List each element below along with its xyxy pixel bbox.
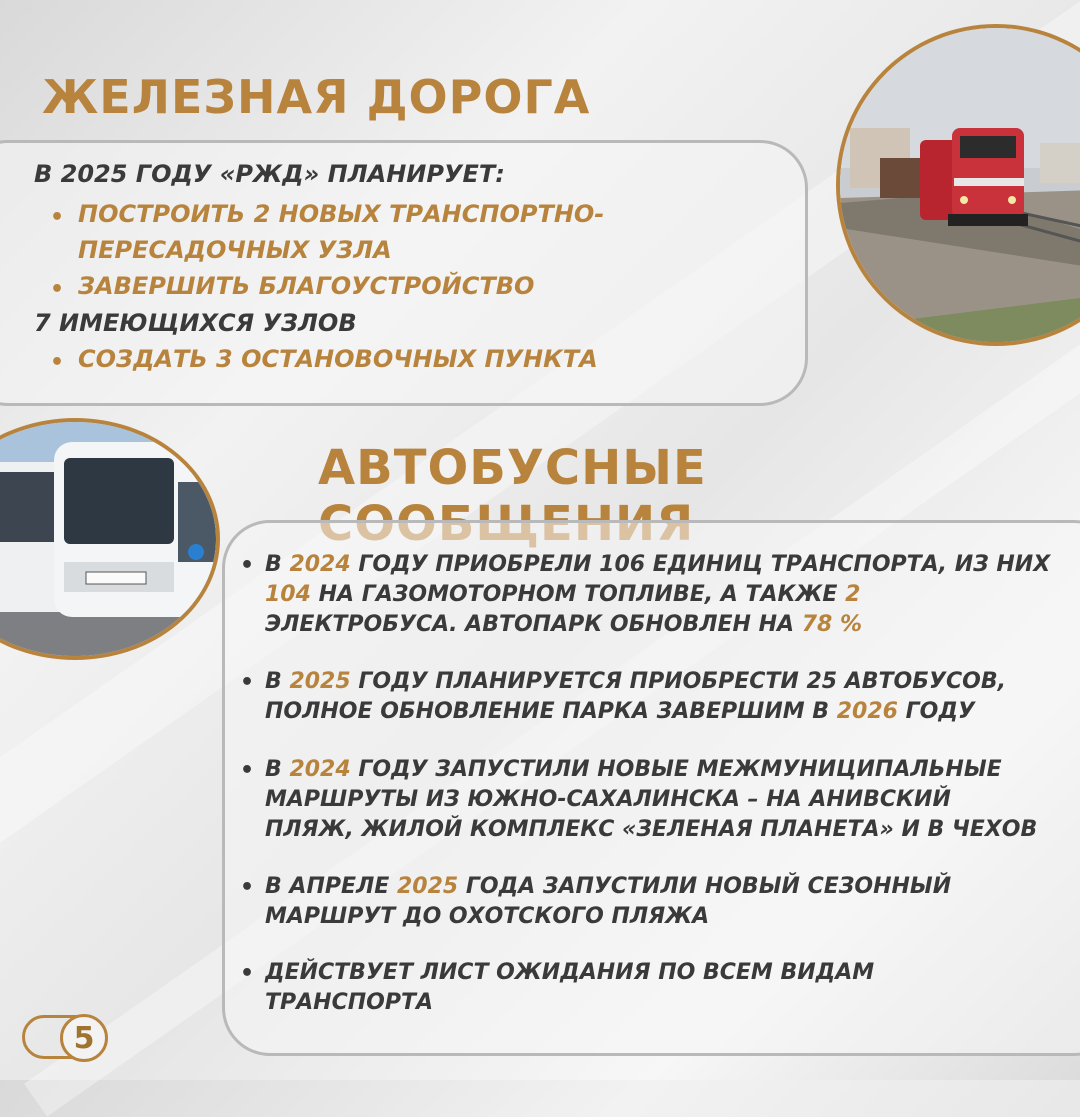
text: ГОДУ [897,699,975,724]
railway-line: 7 ИМЕЮЩИХСЯ УЗЛОВ [34,309,357,337]
bus-title: АВТОБУСНЫЕ [318,440,707,496]
text: В [265,669,290,694]
highlight-number: 2024 [289,757,351,782]
text: ГОДА ЗАПУСТИЛИ НОВЫЙ СЕЗОННЫЙ [458,874,952,899]
bus-item-line [265,580,1065,610]
bus-item-line [265,697,1065,727]
bus-item-line [265,610,1065,640]
bus-item-line: ТРАНСПОРТА [265,990,433,1015]
text: В [265,757,290,782]
text: В АПРЕЛЕ [265,874,397,899]
bus-item [265,667,1065,727]
bus-item-line: ДЕЙСТВУЕТ ЛИСТ ОЖИДАНИЯ ПО ВСЕМ ВИДАМ [265,960,875,985]
page-number: 5 [60,1014,108,1062]
bus-item-line: ПЛЯЖ, ЖИЛОЙ КОМПЛЕКС «ЗЕЛЕНАЯ ПЛАНЕТА» И В ЧЕХОВ [265,817,1038,842]
bullet: • [240,961,255,986]
text: В [265,552,290,577]
highlight-number: 2025 [396,874,459,899]
bus-item-line [265,667,1065,697]
highlight-number: 78 % [801,612,863,637]
bullet: • [50,277,65,302]
railway-line: ПЕРЕСАДОЧНЫХ УЗЛА [78,236,392,264]
text: НА ГАЗОМОТОРНОМ ТОПЛИВЕ, А ТАКЖЕ [310,582,846,607]
bus-item-line: МАРШРУТ ДО ОХОТСКОГО ПЛЯЖА [265,904,710,929]
highlight-number: 2 [845,582,861,607]
bus-item-line [265,550,1065,580]
bus-item-line [265,755,1065,785]
bus-item [265,958,1065,1018]
text: ГОДУ ПЛАНИРУЕТСЯ ПРИОБРЕСТИ 25 АВТОБУСОВ, [350,669,1006,694]
train-photo [836,24,1080,346]
bus-item [265,550,1065,640]
highlight-number: 2024 [289,552,351,577]
highlight-number: 2026 [836,699,898,724]
bullet: • [240,758,255,783]
bullet: • [240,875,255,900]
bus-item [265,755,1065,845]
text: ЭЛЕКТРОБУСА. АВТОПАРК ОБНОВЛЕН НА [265,612,802,637]
train-illustration [840,28,1080,346]
railway-intro: В 2025 ГОДУ «РЖД» ПЛАНИРУЕТ: [34,160,505,188]
text: ГОДУ ПРИОБРЕЛИ 106 ЕДИНИЦ ТРАНСПОРТА, ИЗ НИХ [350,552,1051,577]
bullet: • [240,670,255,695]
railway-title: ЖЕЛЕЗНАЯ ДОРОГА [42,70,591,124]
railway-line: ЗАВЕРШИТЬ БЛАГОУСТРОЙСТВО [78,272,535,300]
bus-photo [0,418,220,660]
railway-line: СОЗДАТЬ 3 ОСТАНОВОЧНЫХ ПУНКТА [78,345,598,373]
railway-line: ПОСТРОИТЬ 2 НОВЫХ ТРАНСПОРТНО- [78,200,605,228]
bus-item-line [265,872,1065,902]
highlight-number: 2025 [289,669,351,694]
bullet: • [50,205,65,230]
bus-item-line: МАРШРУТЫ ИЗ ЮЖНО-САХАЛИНСКА – НА АНИВСКИЙ [265,787,951,812]
text: ГОДУ ЗАПУСТИЛИ НОВЫЕ МЕЖМУНИЦИПАЛЬНЫЕ [350,757,1002,782]
bus-item [265,872,1065,932]
bullet: • [240,553,255,578]
bullet: • [50,350,65,375]
text: ПОЛНОЕ ОБНОВЛЕНИЕ ПАРКА ЗАВЕРШИМ В [265,699,837,724]
highlight-number: 104 [265,582,311,607]
bus-illustration [0,422,220,660]
